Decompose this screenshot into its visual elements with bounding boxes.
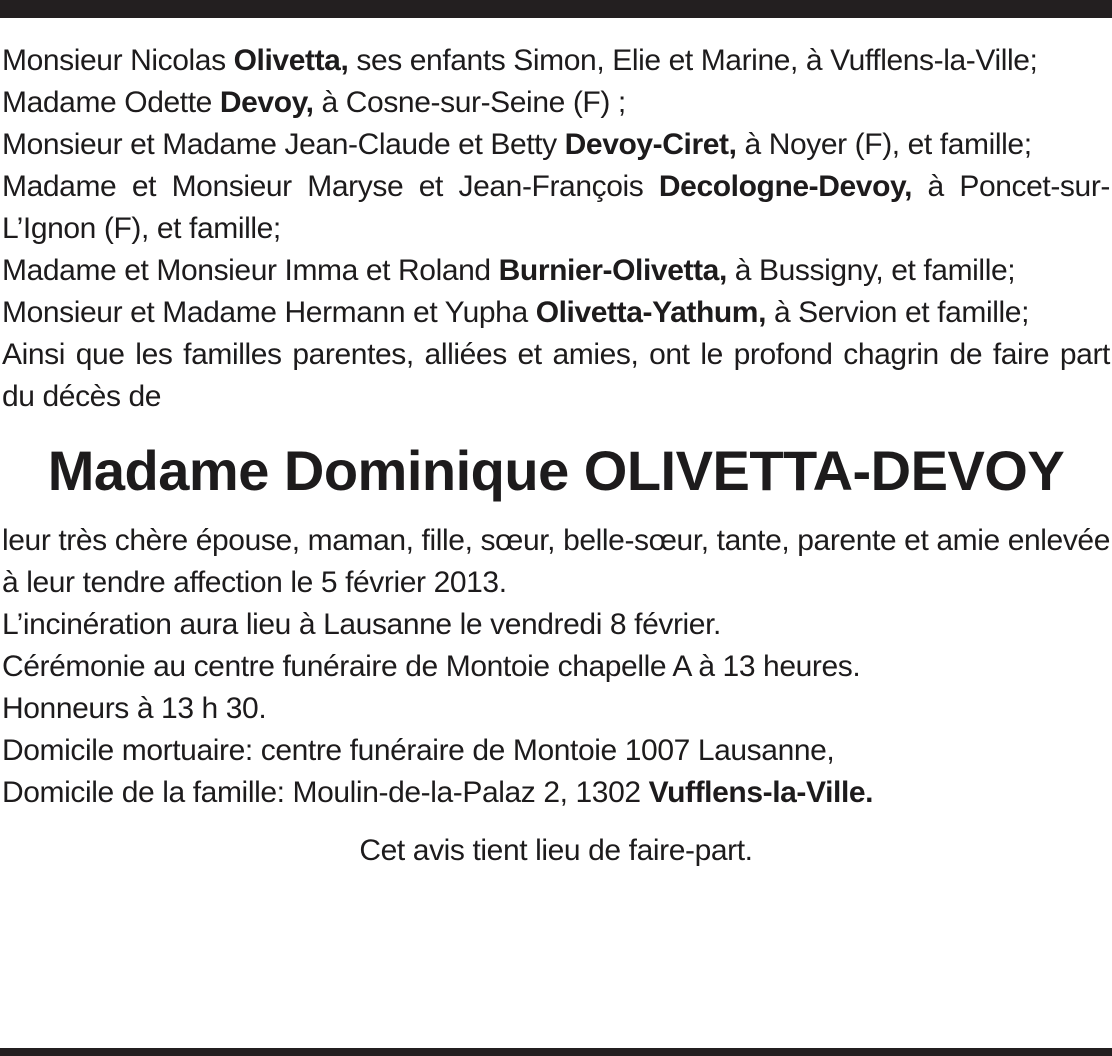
ceremony-info: Cérémonie au centre funéraire de Montoie chapelle A à 13 heures. <box>2 650 861 683</box>
mourner-suffix: à Noyer (F), et famille; <box>736 128 1032 161</box>
mourner-prefix: Monsieur et Madame Jean-Claude et Betty <box>2 128 565 161</box>
closing-note: Cet avis tient lieu de faire-part. <box>359 834 753 867</box>
family-address-town: Vufflens-la-Ville. <box>648 776 874 809</box>
cremation-info: L’incinération aura lieu à Lausanne le vendredi 8 février. <box>2 608 721 641</box>
mourner-surname: Decologne-Devoy, <box>658 170 913 203</box>
mourner-surname: Olivetta-Yathum, <box>535 296 767 329</box>
mourner-line <box>2 40 1110 82</box>
deceased-name-heading: Madame Dominique OLIVETTA-DEVOY <box>47 439 1065 502</box>
mourner-prefix: Monsieur Nicolas <box>2 44 234 77</box>
announcement-text: Ainsi que les familles parentes, alliées et amies, ont le profond chagrin de faire part du décès de <box>2 338 1110 413</box>
death-notice <box>2 40 1110 872</box>
mourner-line <box>2 250 1110 292</box>
top-border-rule <box>0 0 1112 18</box>
mourner-prefix: Madame et Monsieur Imma et Roland <box>2 254 499 287</box>
mourner-suffix: ses enfants Simon, Elie et Marine, à Vufflens-la-Ville; <box>348 44 1038 77</box>
family-address-street: Domicile de la famille: Moulin-de-la-Palaz 2, 1302 <box>2 776 649 809</box>
mourner-surname: Devoy, <box>219 86 314 119</box>
mourner-prefix: Madame Odette <box>2 86 220 119</box>
mourner-suffix: à Servion et famille; <box>766 296 1030 329</box>
mourner-suffix: à Cosne-sur-Seine (F) ; <box>313 86 626 119</box>
mourner-line <box>2 166 1110 250</box>
bottom-border-rule <box>0 1048 1112 1056</box>
honours-info: Honneurs à 13 h 30. <box>2 692 267 725</box>
mourner-suffix: à Poncet-sur-L’Ignon (F), et famille; <box>2 170 1110 245</box>
family-address <box>2 772 1110 814</box>
mourner-suffix: à Bussigny, et famille; <box>726 254 1016 287</box>
deceased-description: leur très chère épouse, maman, fille, sœur, belle-sœur, tante, parente et amie enlevée à leur tendre affection le 5 février 2013. <box>2 524 1110 599</box>
mourner-prefix: Monsieur et Madame Hermann et Yupha <box>2 296 536 329</box>
mourner-surname: Burnier-Olivetta, <box>498 254 727 287</box>
mourner-line <box>2 292 1110 334</box>
mourner-surname: Devoy-Ciret, <box>564 128 737 161</box>
mourner-line <box>2 124 1110 166</box>
mourner-surname: Olivetta, <box>233 44 349 77</box>
mourner-prefix: Madame et Monsieur Maryse et Jean-François <box>2 170 659 203</box>
mourner-line <box>2 82 1110 124</box>
mortuary-address: Domicile mortuaire: centre funéraire de Montoie 1007 Lausanne, <box>2 734 835 767</box>
